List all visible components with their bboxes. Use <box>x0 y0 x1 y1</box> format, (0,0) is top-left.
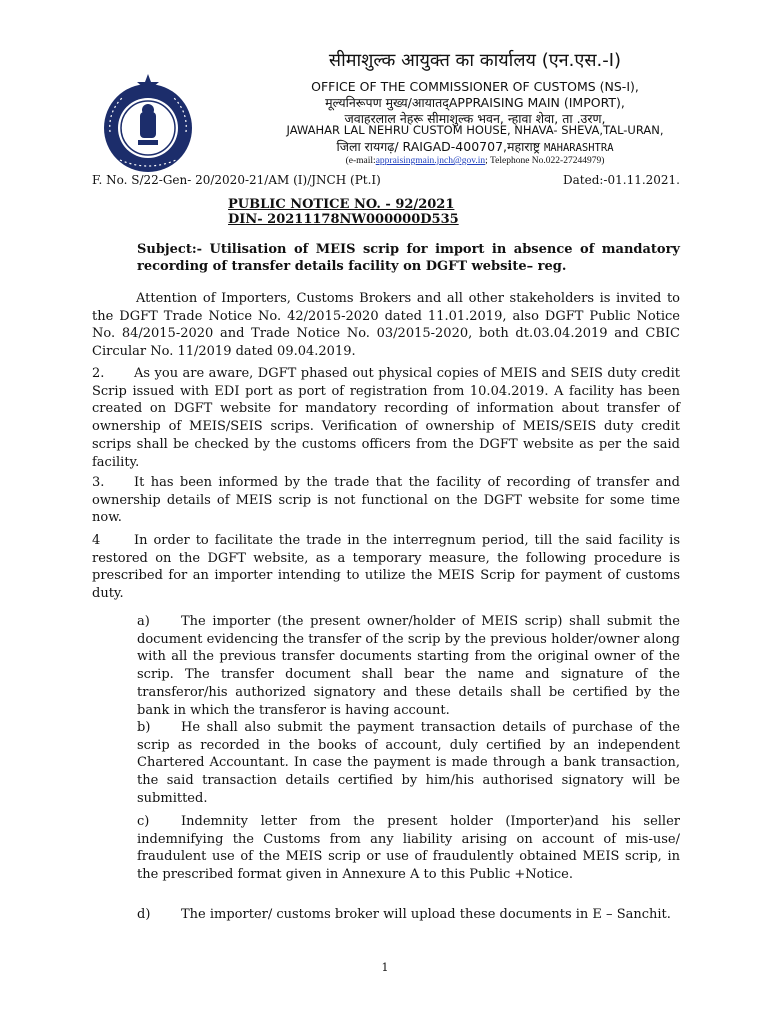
district-text: जिला रायगढ़/ RAIGAD-400707,महाराष्ट्र <box>336 139 540 154</box>
public-notice-number: PUBLIC NOTICE NO. - 92/2021 <box>228 197 455 212</box>
paragraph-4-text: In order to facilitate the trade in the interregnum period, till the said facility is restored on the DGFT website, as a temporary measure, the following procedure is prescribed for an importer intending to utilize the MEIS Scrip for payment of customs duty. <box>92 533 680 602</box>
contact-line <box>210 157 740 167</box>
page-number: 1 <box>381 961 389 974</box>
hindi-office-title: सीमाशुल्क आयुक्त का कार्यालय (एन.एस.-I) <box>328 50 622 71</box>
subject: Subject:- Utilisation of MEIS scrip for import in absence of mandatory recording of transfer details facility on DGFT website– reg. <box>137 242 680 274</box>
paragraph-1-text: Attention of Importers, Customs Brokers and all other stakeholders is invited to the DGFT Trade Notice No. 42/2015-2020 dated 11.01.2019, also DGFT Public Notice No. 84/2015-2020 and Trade Notice No. 03/2015-2020, both dt.03.04.2019 and CBIC Circular No. 11/2019 dated 09.04.2019. <box>92 291 680 360</box>
custom-house-line: JAWAHAR LAL NEHRU CUSTOM HOUSE, NHAVA- SHEVA,TAL-URAN, <box>286 123 664 137</box>
sub-item-a-label: a) <box>137 614 150 629</box>
sub-item-b-text: He shall also submit the payment transaction details of purchase of the scrip as recorded in the books of account, duly certified by an independent Chartered Accountant. In case the payment is made through a bank transaction, the said transaction details certified by him/his authorised signatory will be submitted. <box>137 720 680 806</box>
sub-item-b <box>137 719 680 808</box>
email-link[interactable]: appraisingmain.jnch@gov.in <box>375 156 486 166</box>
sub-item-a-text: The importer (the present owner/holder of MEIS scrip) shall submit the document evidencing the transfer of the scrip by the previous holder/owner along with all the previous transfer documents starting from the original owner of the scrip. The transfer document shall bear the name and signature of the transferor/his authorized signatory and these details shall be certified by the bank in which the transferor is having account. <box>137 614 680 718</box>
sub-item-c-text: Indemnity letter from the present holder (Importer)and his seller indemnifying the Customs from any liability arising on account of mis-use/ fraudulent use of the MEIS scrip or use of fraudulently obtained MEIS scrip, in the prescribed format given in Annexure A to this Public +Notice. <box>137 814 680 883</box>
notice-heading <box>228 198 459 228</box>
notice-date: Dated:-01.11.2021. <box>563 173 680 187</box>
paragraph-2-text: As you are aware, DGFT phased out physical copies of MEIS and SEIS duty credit Scrip issued with EDI port as port of registration from 10.04.2019. A facility has been created on DGFT website for mandatory recording of information about transfer of ownership of MEIS/SEIS scrips. Verification of ownership of MEIS/SEIS duty credit scrips shall be checked by the customs officers from the DGFT website as per the said facility. <box>92 366 680 470</box>
paragraph-3-number: 3. <box>92 475 105 490</box>
state-text: MAHARASHTRA <box>543 142 614 154</box>
sub-item-d-text: The importer/ customs broker will upload these documents in E – Sanchit. <box>181 907 671 922</box>
appraising-main-line: मूल्यनिरूपण मुख्य/आयातद्APPRAISING MAIN (IMPORT), <box>325 95 625 110</box>
sub-item-a <box>137 613 680 719</box>
sub-item-c <box>137 813 680 884</box>
sub-item-b-label: b) <box>137 720 151 735</box>
paragraph-4-number: 4 <box>92 533 101 548</box>
office-title: OFFICE OF THE COMMISSIONER OF CUSTOMS (NS-I), <box>311 79 639 94</box>
paragraph-2-number: 2. <box>92 366 105 381</box>
customs-emblem-icon <box>96 72 200 176</box>
file-number: F. No. S/22-Gen- 20/2020-21/AM (I)/JNCH (Pt.I) <box>92 173 381 187</box>
email-prefix: (e-mail: <box>345 156 376 166</box>
sub-item-d-label: d) <box>137 907 151 922</box>
paragraph-4 <box>92 532 680 603</box>
telephone-text: ; Telephone No.022-27244979) <box>485 156 605 166</box>
paragraph-2 <box>92 365 680 471</box>
sub-item-d <box>137 906 680 924</box>
hindi-address-line: जवाहरलाल नेहरू सीमाशुल्क भवन, न्हावा शेवा, ता .उरण, <box>344 111 606 126</box>
sub-item-c-label: c) <box>137 814 150 829</box>
din-number: DIN- 20211178NW000000D535 <box>228 211 459 227</box>
paragraph-3 <box>92 474 680 527</box>
district-line <box>210 141 740 154</box>
paragraph-1 <box>92 290 680 361</box>
paragraph-3-text: It has been informed by the trade that the facility of recording of transfer and ownership details of MEIS scrip is not functional on the DGFT website for some time now. <box>92 475 680 526</box>
